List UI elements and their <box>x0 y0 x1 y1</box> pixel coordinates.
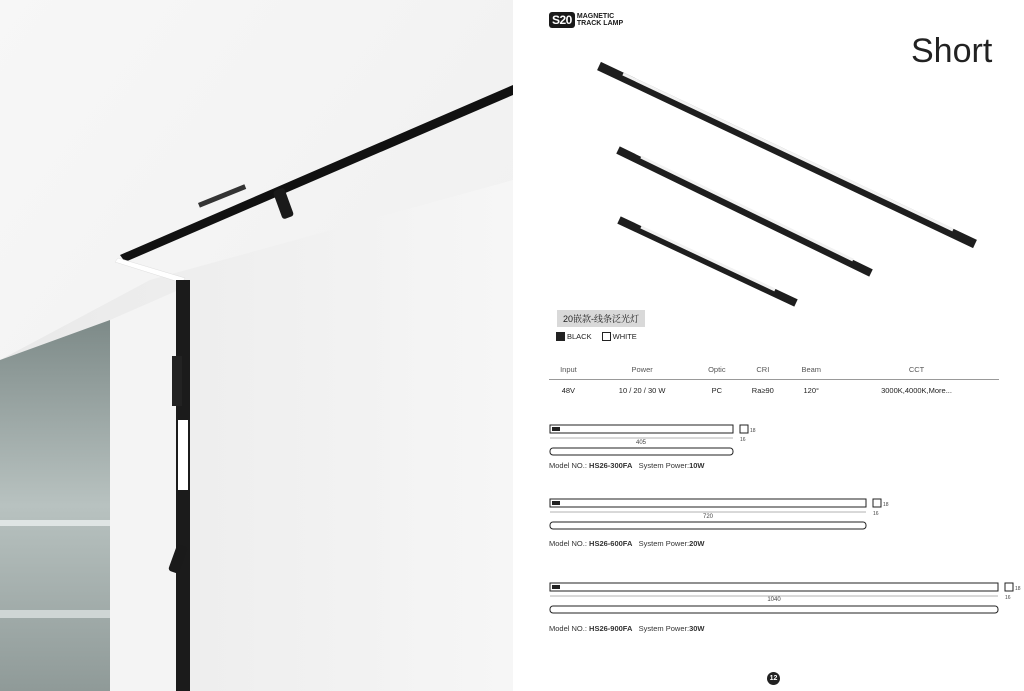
spec-value-optic: PC <box>711 386 723 395</box>
model-label: Model NO.: <box>549 539 587 548</box>
power-value: 30W <box>689 624 705 633</box>
brand-badge: S20 <box>549 12 575 28</box>
track-lamp-short <box>619 220 796 303</box>
spec-header-optic: Optic <box>696 362 737 380</box>
brand-line-1: MAGNETIC <box>576 13 615 20</box>
dimension-height-900: 18 <box>1015 586 1021 592</box>
brand-line-2: TRACK LAMP <box>576 20 624 27</box>
dimension-length-900: 1040 <box>767 597 781 603</box>
power-value: 20W <box>689 539 705 548</box>
color-label-white: WHITE <box>612 332 637 341</box>
model-number: HS26-900FA <box>589 624 633 633</box>
power-label: System Power: <box>638 539 690 548</box>
spec-header-input: Input <box>549 362 588 380</box>
spec-value-cct: 3000K,4000K,More... <box>881 386 952 395</box>
power-label: System Power: <box>638 461 690 470</box>
black-swatch <box>556 332 565 341</box>
model-drawing-900 <box>549 582 1024 618</box>
spec-header-cri: CRI <box>737 362 788 380</box>
model-label: Model NO.: <box>549 624 587 633</box>
model-caption-900 <box>549 624 705 633</box>
track-lamp-medium <box>618 150 871 273</box>
dimension-depth-600: 16 <box>873 511 879 517</box>
spec-value-beam: 120° <box>803 386 820 395</box>
product-subtitle: 20嵌款-线条泛光灯 <box>557 310 645 327</box>
spec-header-power: Power <box>588 362 697 380</box>
model-drawing-600 <box>549 498 929 534</box>
spec-header-beam: Beam <box>788 362 834 380</box>
spec-value-input: 48V <box>561 386 576 395</box>
page-title: Short <box>911 32 993 70</box>
track-lamp-long <box>599 66 975 244</box>
color-options <box>556 332 637 341</box>
color-label-black: BLACK <box>567 332 592 341</box>
power-value: 10W <box>689 461 705 470</box>
model-caption-600 <box>549 539 705 548</box>
dimension-height-600: 18 <box>883 502 889 508</box>
model-caption-300 <box>549 461 705 470</box>
color-option-black <box>556 332 592 341</box>
spec-table <box>549 362 999 401</box>
model-number: HS26-600FA <box>589 539 633 548</box>
spec-value-cri: Ra≥90 <box>751 386 774 395</box>
spec-header-cct: CCT <box>834 362 999 380</box>
dimension-length-300: 405 <box>635 440 647 446</box>
page-number: 12 <box>767 672 780 685</box>
model-number: HS26-300FA <box>589 461 633 470</box>
spec-value-power: 10 / 20 / 30 W <box>618 386 666 395</box>
spec-value-row <box>549 380 999 402</box>
color-option-white <box>602 332 637 341</box>
power-label: System Power: <box>638 624 690 633</box>
dimension-length-600: 720 <box>702 514 714 520</box>
dimension-height-300: 18 <box>750 428 756 434</box>
catalog-page <box>513 0 1024 691</box>
model-drawing-300 <box>549 424 779 460</box>
product-renders <box>513 0 1024 320</box>
white-swatch <box>602 332 611 341</box>
model-label: Model NO.: <box>549 461 587 470</box>
dimension-depth-300: 16 <box>740 437 746 443</box>
spec-header-row <box>549 362 999 380</box>
dimension-depth-900: 16 <box>1005 595 1011 601</box>
